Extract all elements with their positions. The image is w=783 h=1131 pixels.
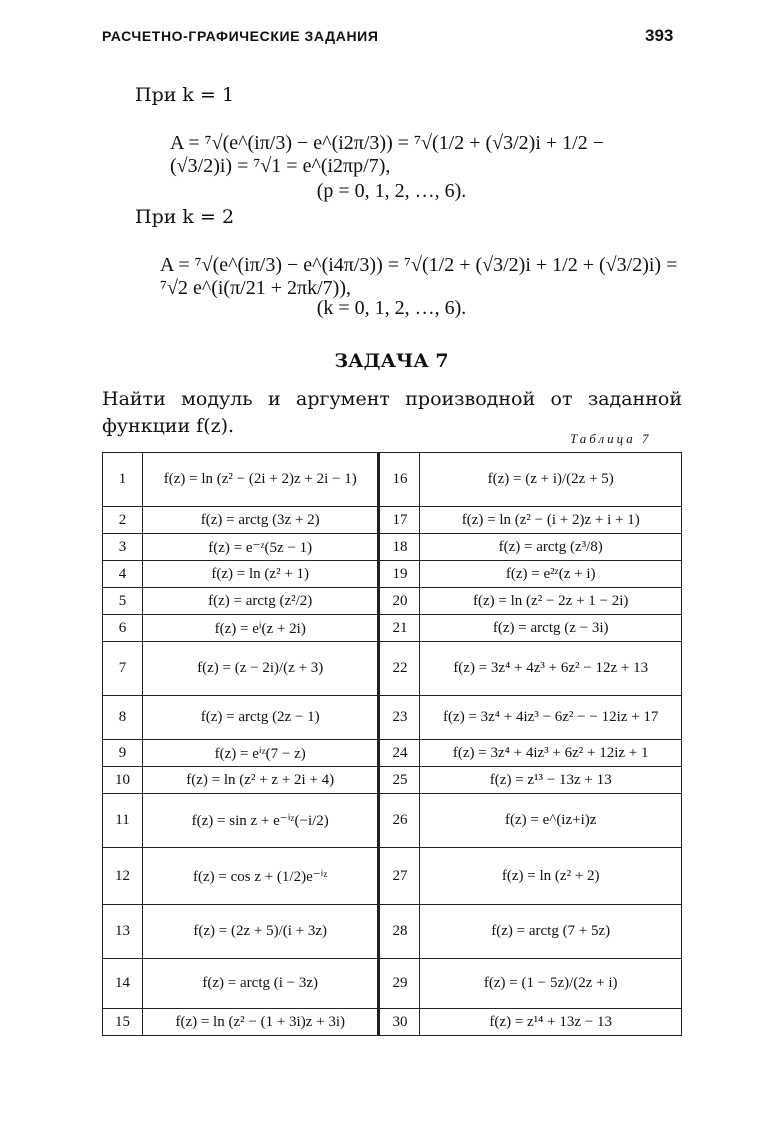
- task-number-left: 1: [103, 453, 143, 507]
- task-function-right: f(z) = 3z⁴ + 4iz³ − 6z² − − 12iz + 17: [420, 696, 682, 740]
- task-function-right: f(z) = ln (z² − 2z + 1 − 2i): [420, 588, 682, 615]
- task-text: Найти модуль и аргумент производной от заданной функции f(z).: [102, 388, 682, 437]
- task-number-right: 17: [379, 507, 420, 534]
- task-number-right: 28: [379, 905, 420, 959]
- task-number-right: 21: [379, 615, 420, 642]
- page-number: 393: [645, 26, 674, 45]
- task-function-left: f(z) = ln (z² + 1): [143, 561, 379, 588]
- table-row: [103, 905, 682, 959]
- table-row: [103, 794, 682, 848]
- task-number-right: 16: [379, 453, 420, 507]
- task-number-left: 2: [103, 507, 143, 534]
- task-table-body: [103, 453, 682, 1036]
- task-number-right: 26: [379, 794, 420, 848]
- task-number-right: 18: [379, 534, 420, 561]
- task-number-left: 7: [103, 642, 143, 696]
- task-table: [102, 452, 682, 1036]
- table-row: [103, 615, 682, 642]
- task-function-left: f(z) = arctg (3z + 2): [143, 507, 379, 534]
- task-function-left: f(z) = ln (z² − (1 + 3i)z + 3i): [143, 1009, 379, 1036]
- task-number-right: 19: [379, 561, 420, 588]
- task-function-right: f(z) = arctg (z³/8): [420, 534, 682, 561]
- case2-range: (k = 0, 1, 2, …, 6).: [316, 297, 467, 319]
- task-number-left: 11: [103, 794, 143, 848]
- task-number-right: 29: [379, 959, 420, 1009]
- task-function-left: f(z) = eⁱᶻ(7 − z): [143, 740, 379, 767]
- task-function-left: f(z) = arctg (2z − 1): [143, 696, 379, 740]
- task-title: ЗАДАЧА 7: [334, 350, 449, 372]
- task-number-left: 9: [103, 740, 143, 767]
- task-function-left: f(z) = arctg (i − 3z): [143, 959, 379, 1009]
- table-row: [103, 767, 682, 794]
- task-function-left: f(z) = cos z + (1/2)e⁻ⁱᶻ: [143, 848, 379, 905]
- table-row: [103, 588, 682, 615]
- task-function-left: f(z) = ln (z² + z + 2i + 4): [143, 767, 379, 794]
- table-row: [103, 959, 682, 1009]
- table-row: [103, 740, 682, 767]
- task-number-right: 30: [379, 1009, 420, 1036]
- task-number-right: 23: [379, 696, 420, 740]
- task-number-left: 10: [103, 767, 143, 794]
- table-row: [103, 561, 682, 588]
- task-number-left: 6: [103, 615, 143, 642]
- task-function-right: f(z) = 3z⁴ + 4z³ + 6z² − 12z + 13: [420, 642, 682, 696]
- task-function-right: f(z) = arctg (z − 3i): [420, 615, 682, 642]
- task-function-right: f(z) = ln (z² − (i + 2)z + i + 1): [420, 507, 682, 534]
- task-number-left: 15: [103, 1009, 143, 1036]
- task-function-right: f(z) = (1 − 5z)/(2z + i): [420, 959, 682, 1009]
- task-number-left: 14: [103, 959, 143, 1009]
- task-number-left: 4: [103, 561, 143, 588]
- task-number-left: 8: [103, 696, 143, 740]
- task-function-right: f(z) = ln (z² + 2): [420, 848, 682, 905]
- task-function-left: f(z) = ln (z² − (2i + 2)z + 2i − 1): [143, 453, 379, 507]
- task-function-left: f(z) = (2z + 5)/(i + 3z): [143, 905, 379, 959]
- task-function-right: f(z) = z¹⁴ + 13z − 13: [420, 1009, 682, 1036]
- task-number-right: 24: [379, 740, 420, 767]
- table-caption: Таблица 7: [570, 431, 652, 446]
- task-number-right: 22: [379, 642, 420, 696]
- table-row: [103, 848, 682, 905]
- case1-formula: A = ⁷√(e^(iπ/3) − e^(i2π/3)) = ⁷√(1/2 + (√3/2)i + 1/2 − (√3/2)i) = ⁷√1 = e^(i2πp/7),: [170, 132, 605, 177]
- task-function-right: f(z) = arctg (7 + 5z): [420, 905, 682, 959]
- task-number-left: 5: [103, 588, 143, 615]
- table-row: [103, 642, 682, 696]
- task-number-right: 20: [379, 588, 420, 615]
- task-number-right: 27: [379, 848, 420, 905]
- task-number-left: 13: [103, 905, 143, 959]
- case1-range: (p = 0, 1, 2, …, 6).: [316, 180, 467, 202]
- case1-label: При k = 1: [135, 84, 235, 106]
- task-function-left: f(z) = eⁱ(z + 2i): [143, 615, 379, 642]
- running-header: РАСЧЕТНО-ГРАФИЧЕСКИЕ ЗАДАНИЯ: [102, 28, 379, 44]
- task-function-left: f(z) = e⁻ᶻ(5z − 1): [143, 534, 379, 561]
- task-function-right: f(z) = z¹³ − 13z + 13: [420, 767, 682, 794]
- table-row: [103, 534, 682, 561]
- table-row: [103, 696, 682, 740]
- case2-label: При k = 2: [135, 206, 235, 228]
- task-function-right: f(z) = (z + i)/(2z + 5): [420, 453, 682, 507]
- task-function-right: f(z) = e^(iz+i)z: [420, 794, 682, 848]
- task-function-left: f(z) = arctg (z²/2): [143, 588, 379, 615]
- table-row: [103, 453, 682, 507]
- task-function-left: f(z) = sin z + e⁻ⁱᶻ(−i/2): [143, 794, 379, 848]
- case2-formula: A = ⁷√(e^(iπ/3) − e^(i4π/3)) = ⁷√(1/2 + (√3/2)i + 1/2 + (√3/2)i) = ⁷√2 e^(i(π/21 + 2πk/7)),: [160, 254, 678, 299]
- table-row: [103, 1009, 682, 1036]
- task-number-left: 3: [103, 534, 143, 561]
- task-function-left: f(z) = (z − 2i)/(z + 3): [143, 642, 379, 696]
- task-function-right: f(z) = 3z⁴ + 4iz³ + 6z² + 12iz + 1: [420, 740, 682, 767]
- table-row: [103, 507, 682, 534]
- task-number-left: 12: [103, 848, 143, 905]
- task-number-right: 25: [379, 767, 420, 794]
- task-function-right: f(z) = e²ᶻ(z + i): [420, 561, 682, 588]
